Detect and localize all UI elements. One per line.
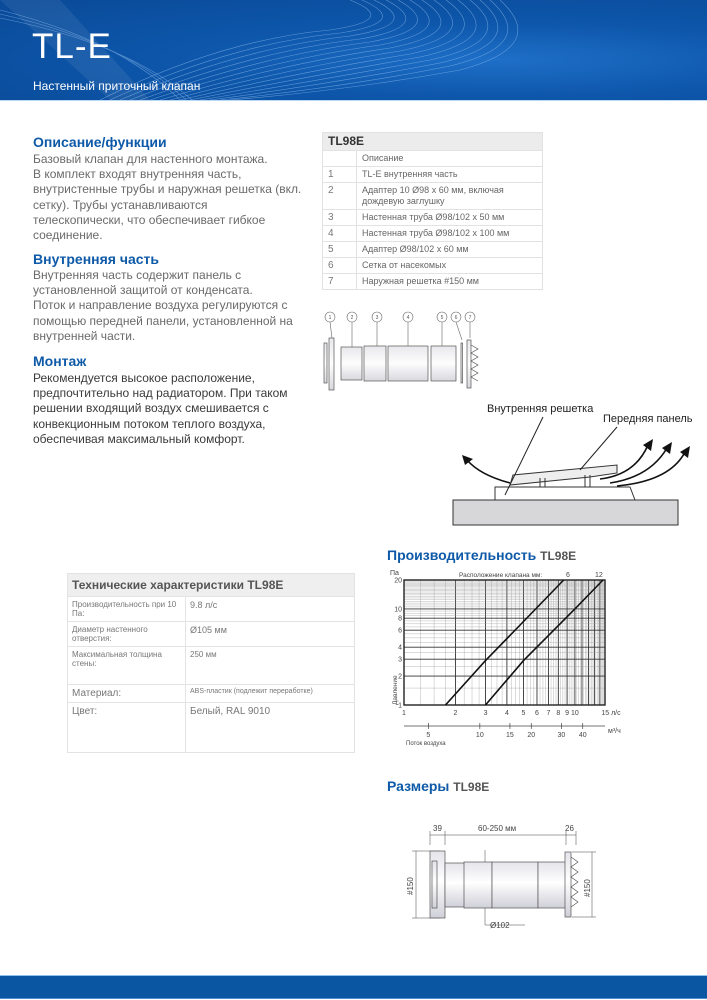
svg-text:4: 4 [398, 644, 402, 652]
chart-series [446, 580, 604, 705]
svg-text:3: 3 [398, 656, 402, 664]
text-line: соединение. [33, 228, 103, 243]
table-row: Цвет: Белый, RAL 9010 [68, 703, 355, 753]
dim-right-flange: 26 [565, 824, 574, 833]
svg-text:7: 7 [468, 315, 472, 321]
y-unit-label: Па [390, 570, 399, 577]
text-line: внутристенные трубы и наружная решетка (вкл. [33, 182, 302, 197]
mounting-heading: Монтаж [33, 353, 87, 369]
text-line: Базовый клапан для настенного монтажа. [33, 152, 268, 166]
y-axis-label: Давление [392, 675, 399, 705]
svg-text:5: 5 [440, 315, 444, 321]
table-row: Диаметр настенного отверстия: Ø105 мм [68, 622, 355, 647]
table-row: 1 TL-E внутренняя часть [323, 167, 543, 183]
x2-unit-label: м³/ч [608, 728, 621, 735]
legend-title: Расположение клапана мм: [459, 572, 543, 579]
exploded-view-diagram [318, 305, 498, 400]
page-subtitle: Настенный приточный клапан [33, 79, 201, 93]
svg-text:1: 1 [328, 315, 332, 321]
svg-text:2: 2 [453, 710, 458, 717]
svg-text:9: 9 [565, 710, 570, 717]
svg-text:5: 5 [426, 732, 431, 739]
description-heading: Описание/функции [33, 134, 167, 150]
text-line: конвекционным потоком теплого воздуха, [33, 416, 266, 431]
series-label-6: 6 [566, 572, 570, 579]
inner-grille-label: Внутренняя решетка [487, 403, 594, 415]
inner-part-text [33, 268, 293, 344]
svg-text:2: 2 [350, 315, 354, 321]
dim-height-left: #150 [406, 877, 415, 895]
svg-text:15 л/с: 15 л/с [601, 710, 621, 717]
text-line: помощью передней панели, установленной на [33, 313, 293, 328]
svg-text:6: 6 [398, 627, 402, 635]
airflow-diagram [445, 395, 707, 530]
text-line: В комплект входят внутренняя часть, [33, 167, 242, 182]
svg-text:4: 4 [504, 710, 509, 717]
text-line: внутренней части. [33, 328, 136, 343]
svg-text:10: 10 [571, 710, 579, 717]
svg-text:1: 1 [398, 702, 402, 710]
description-text [33, 152, 301, 243]
text-line: обеспечивая максимальный комфорт. [33, 431, 245, 446]
spec-table-title: Технические характеристики TL98E [68, 574, 355, 597]
table-row: 3 Настенная труба Ø98/102 х 50 мм [323, 210, 543, 226]
inner-part-heading: Внутренняя часть [33, 251, 160, 267]
table-row: 6 Сетка от насекомых [323, 258, 543, 274]
dimensions-drawing [400, 815, 610, 940]
svg-text:3: 3 [375, 315, 379, 321]
svg-text:6: 6 [454, 315, 458, 321]
mounting-text [33, 371, 288, 447]
svg-text:3: 3 [483, 710, 488, 717]
text-line: сетку). Трубы устанавливаются [33, 197, 208, 212]
table-row: 4 Настенная труба Ø98/102 х 100 мм [323, 226, 543, 242]
callout-labels [329, 315, 472, 321]
table-row: Производительность при 10 Па: 9.8 л/с [68, 597, 355, 622]
spec-table [67, 573, 355, 753]
text-line: предпочтительно над радиатором. При таком [33, 386, 288, 401]
svg-text:30: 30 [557, 732, 566, 739]
svg-text:40: 40 [578, 732, 587, 739]
svg-text:4: 4 [406, 315, 410, 321]
performance-heading: Производительность TL98E [387, 547, 577, 563]
table-row: Максимальная толщина стены: 250 мм [68, 647, 355, 685]
svg-text:10: 10 [475, 732, 484, 739]
text-line: Внутренняя часть содержит панель с [33, 268, 242, 282]
dim-length: 60-250 мм [478, 824, 517, 833]
text-line: Поток и направление воздуха регулируются с [33, 298, 288, 313]
svg-text:15: 15 [506, 732, 514, 739]
dimensions-heading: Размеры TL98E [387, 778, 490, 794]
table-row: Материал: ABS-пластик (подлежит переработке) [68, 685, 355, 703]
table-row: 5 Адаптер Ø98/102 х 60 мм [323, 242, 543, 258]
svg-text:7: 7 [546, 710, 551, 717]
text-line: телескопически, что обеспечивает гибкое [33, 212, 266, 227]
front-panel-label: Передняя панель [603, 413, 693, 425]
parts-table [322, 132, 543, 290]
svg-text:20: 20 [394, 577, 402, 585]
page-footer-band [0, 975, 707, 999]
svg-text:1: 1 [402, 710, 406, 717]
svg-text:8: 8 [556, 710, 561, 717]
page-title: TL-E [32, 27, 112, 66]
svg-text:10: 10 [394, 606, 402, 614]
table-row: 2 Адаптер 10 Ø98 х 60 мм, включая дождевую заглушку [323, 183, 543, 210]
svg-text:2: 2 [398, 673, 402, 681]
performance-chart [380, 565, 640, 750]
text-line: решении входящий воздух смешивается с [33, 401, 269, 416]
parts-table-title: TL98E [323, 133, 543, 151]
svg-text:5: 5 [521, 710, 526, 717]
text-line: Рекомендуется высокое расположение, [33, 371, 255, 385]
parts-column-header: Описание [357, 151, 543, 167]
x-axis-label: Поток воздуха [406, 741, 446, 747]
table-row: 7 Наружная решетка #150 мм [323, 274, 543, 290]
svg-text:8: 8 [398, 615, 402, 623]
series-label-12: 12 [595, 572, 603, 579]
dim-diameter: Ø102 [490, 921, 510, 930]
svg-text:6: 6 [535, 710, 539, 717]
chart-grid [404, 580, 605, 705]
page-header [0, 0, 707, 101]
text-line: установленной защитой от конденсата. [33, 283, 253, 298]
dim-height-right: #150 [583, 879, 592, 897]
dim-left-flange: 39 [433, 824, 442, 833]
svg-text:20: 20 [527, 732, 536, 739]
